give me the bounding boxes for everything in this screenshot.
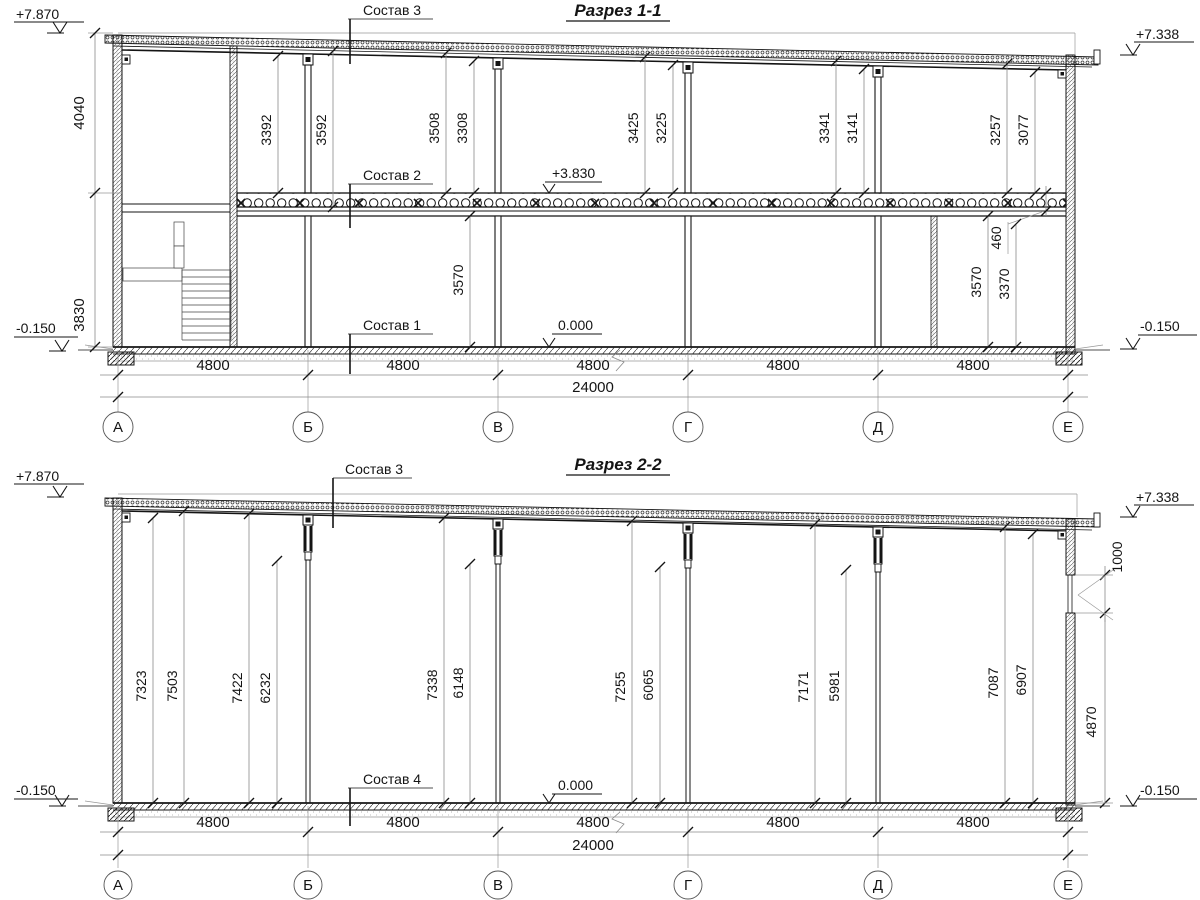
roof-slab: [105, 35, 1100, 70]
dim-label: 7323: [133, 670, 149, 702]
axis-label: Г: [683, 419, 693, 436]
parapet-cap: [1094, 50, 1100, 64]
elevation-mark-top-right: [1120, 26, 1194, 55]
elevation-mark-top-left: [14, 468, 84, 497]
dim-label: 3341: [816, 112, 832, 144]
dim-label: 3570: [968, 266, 984, 298]
dim-label: 4040: [71, 96, 88, 130]
axis-label: В: [492, 877, 504, 894]
section-2-2: [14, 455, 1197, 899]
svg-text:Состав 3: Состав 3: [345, 461, 404, 477]
dim-label: 4800: [766, 357, 800, 374]
right-exterior-wall: [1066, 55, 1075, 354]
axis-label: Г: [683, 877, 693, 894]
svg-text:Состав 1: Состав 1: [363, 317, 422, 333]
axis-label: А: [112, 877, 124, 894]
axis-label: Д: [872, 419, 884, 436]
svg-text:0.000: 0.000: [558, 317, 594, 333]
level-mark-slab: [543, 165, 602, 193]
svg-text:+7.338: +7.338: [1136, 489, 1180, 505]
axis-label: Е: [1062, 419, 1074, 436]
dim-label: 3592: [313, 114, 329, 146]
axis-label: А: [112, 419, 124, 436]
level-mark-floor: [543, 777, 602, 803]
level-mark-floor: [543, 317, 602, 347]
dim-label: 3308: [454, 112, 470, 144]
svg-text:+7.870: +7.870: [16, 468, 60, 484]
svg-text:Состав 4: Состав 4: [363, 771, 422, 787]
dim-label: 3225: [653, 112, 669, 144]
axis-bubbles: [104, 871, 1082, 899]
roof-slab: [105, 498, 1100, 531]
foundation-right: [1056, 808, 1082, 821]
stair-landing: [122, 204, 230, 212]
elevation-mark-bottom-left: [14, 782, 78, 806]
foundation-left: [108, 352, 134, 365]
svg-text:-0.150: -0.150: [16, 320, 56, 336]
dim-label: 4870: [1083, 706, 1099, 738]
dim-label: 4800: [196, 357, 230, 374]
svg-text:-0.150: -0.150: [1140, 318, 1180, 334]
dim-label: 4800: [196, 814, 230, 831]
axis-label: Б: [303, 877, 313, 894]
svg-text:Состав 2: Состав 2: [363, 167, 422, 183]
dim-label: 24000: [572, 379, 614, 396]
svg-text:+7.338: +7.338: [1136, 26, 1180, 42]
section-1-1: [14, 1, 1197, 442]
axis-bubbles: [103, 412, 1083, 442]
columns: [303, 515, 883, 803]
foundation-right: [1056, 352, 1082, 365]
partition-wall: [931, 216, 937, 347]
dim-label: 4800: [576, 814, 610, 831]
dim-label: 3077: [1015, 114, 1031, 146]
dim-label: 1000: [1109, 541, 1125, 573]
right-dims: [1076, 541, 1125, 808]
dim-label: 6065: [640, 669, 656, 701]
axis-label: Д: [872, 877, 884, 894]
dim-label: 4800: [956, 357, 990, 374]
svg-text:Состав 3: Состав 3: [363, 2, 422, 18]
left-exterior-wall: [113, 498, 122, 803]
elevation-mark-bottom-left: [14, 320, 78, 351]
dim-label: 3257: [987, 114, 1003, 146]
dim-label: 6907: [1013, 664, 1029, 696]
dim-label: 4800: [386, 814, 420, 831]
dim-label: 5981: [826, 670, 842, 702]
right-exterior-wall: [1066, 519, 1075, 805]
left-exterior-wall: [113, 35, 122, 347]
dim-label: 460: [988, 226, 1004, 250]
svg-text:+7.870: +7.870: [16, 6, 60, 22]
dim-label: 3425: [625, 112, 641, 144]
dim-label: 7087: [985, 667, 1001, 699]
dim-label: 4800: [576, 357, 610, 374]
dim-label: 3392: [258, 114, 274, 146]
dim-label: 7255: [612, 671, 628, 703]
dim-label: 3370: [996, 268, 1012, 300]
section2-title: Разрез 2-2: [574, 455, 662, 474]
elevation-mark-bottom-right: [1120, 782, 1197, 806]
dim-label: 4800: [386, 357, 420, 374]
elevation-mark-bottom-right: [1120, 318, 1197, 349]
dim-label: 7338: [424, 669, 440, 701]
dim-label: 7503: [164, 670, 180, 702]
dim-label: 3830: [71, 298, 88, 332]
section1-title: Разрез 1-1: [574, 1, 662, 20]
dim-label: 7171: [795, 671, 811, 703]
dim-label: 3141: [844, 112, 860, 144]
elevation-mark-top-left: [14, 6, 84, 33]
dim-label: 24000: [572, 837, 614, 854]
hollow-core-slab: [237, 193, 1066, 216]
parapet-cap: [1094, 513, 1100, 527]
axis-label: В: [492, 419, 504, 436]
svg-text:-0.150: -0.150: [1140, 782, 1180, 798]
dim-label: 6232: [257, 672, 273, 704]
column-dims: [133, 506, 1038, 808]
foundation-left: [108, 808, 134, 821]
svg-text:+3.830: +3.830: [552, 165, 596, 181]
staircase: [123, 222, 231, 340]
upper-interior-dims: [258, 46, 1040, 212]
svg-text:-0.150: -0.150: [16, 782, 56, 798]
axis-label: Е: [1062, 877, 1074, 894]
leader-sostav3: [333, 461, 412, 528]
elevation-mark-top-right: [1120, 489, 1194, 517]
dim-label: 3508: [426, 112, 442, 144]
axis-label: Б: [303, 419, 313, 436]
svg-text:0.000: 0.000: [558, 777, 594, 793]
dim-label: 4800: [766, 814, 800, 831]
dim-label: 6148: [450, 667, 466, 699]
dim-label: 7422: [229, 672, 245, 704]
dim-label: 3570: [450, 264, 466, 296]
dim-label: 4800: [956, 814, 990, 831]
